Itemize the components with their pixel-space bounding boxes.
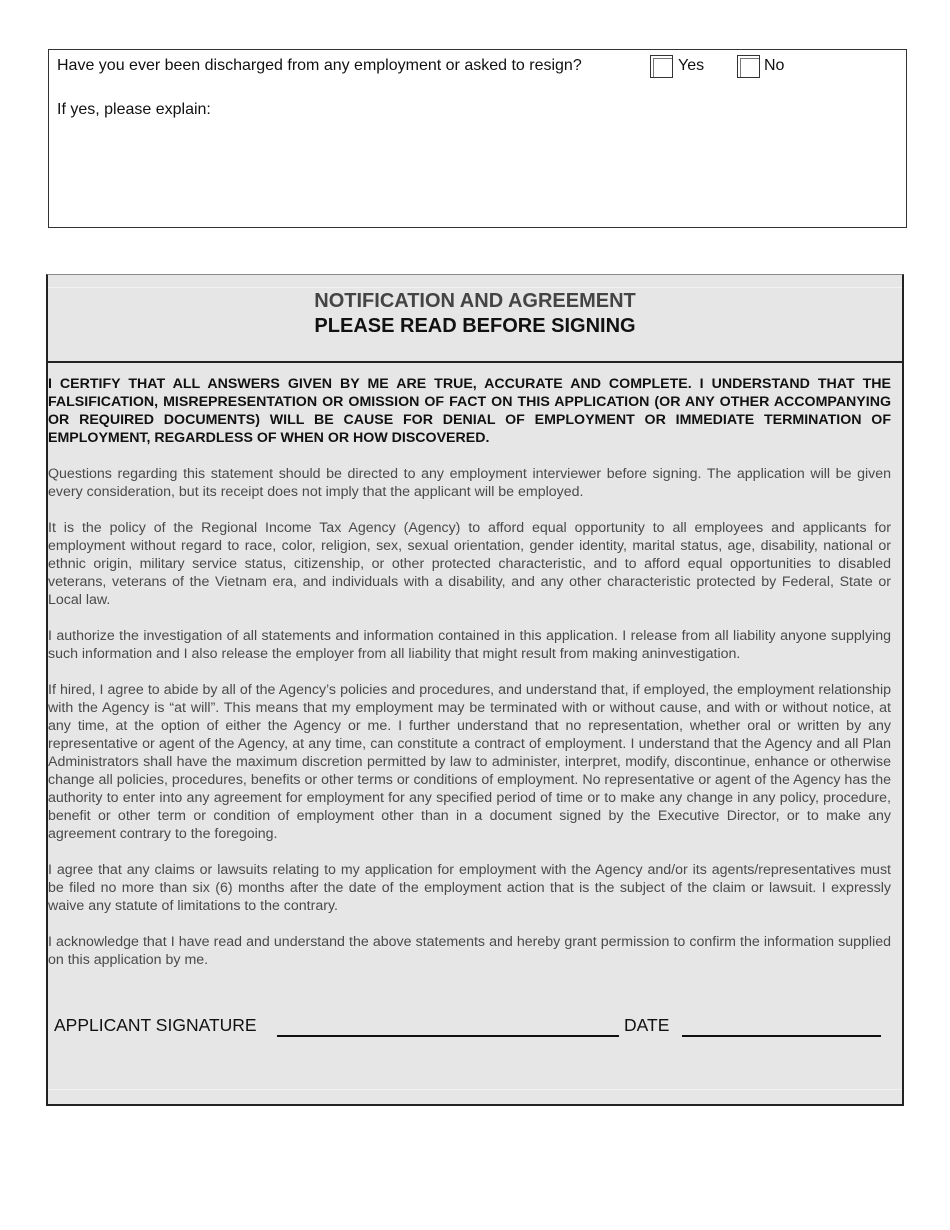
yes-checkbox[interactable] — [650, 55, 673, 78]
agreement-paragraph-authorization: I authorize the investigation of all statements and information contained in this application. I release from all liability anyone supplying such information and I also release the employer from all liability that might result from making aninvestigation. — [48, 628, 891, 662]
discharge-question-text: Have you ever been discharged from any employment or asked to resign? — [57, 57, 582, 74]
certification-statement: I CERTIFY THAT ALL ANSWERS GIVEN BY ME ARE TRUE, ACCURATE AND COMPLETE. I UNDERSTAND THAT THE FALSIFICATION, MISREPRESENTATION OR OMISSION OF FACT ON THIS APPLICATION (OR ANY OTHER ACCOMPANYING OR REQUIRED DOCUMENTS) WILL BE CAUSE FOR DENIAL OF EMPLOYMENT OR IMMEDIATE TERMINATION OF EMPLOYMENT, REGARDLESS OF WHEN OR HOW DISCOVERED. — [48, 376, 891, 446]
applicant-signature-field[interactable] — [277, 1013, 619, 1037]
agreement-title: NOTIFICATION AND AGREEMENT — [314, 290, 636, 312]
no-checkbox[interactable] — [737, 55, 760, 78]
notification-agreement-box — [46, 274, 904, 1106]
agreement-paragraph-claims: I agree that any claims or lawsuits relating to my application for employment with the Agency and/or its agents/representatives must be filed no more than six (6) months after the date of the employment action that is the subject of the claim or lawsuit. I expressly waive any statute of limitations to the contrary. — [48, 862, 891, 914]
footer-divider — [48, 1089, 902, 1090]
discharge-question-box — [48, 49, 907, 228]
agreement-paragraph-questions: Questions regarding this statement should be directed to any employment interviewer before signing. The application will be given every consideration, but its receipt does not imply that the applicant will be employed. — [48, 466, 891, 500]
explain-label: If yes, please explain: — [57, 101, 211, 118]
agreement-paragraph-acknowledge: I acknowledge that I have read and understand the above statements and hereby grant permission to confirm the information supplied on this application by me. — [48, 934, 891, 968]
agreement-paragraph-equal-opportunity: It is the policy of the Regional Income Tax Agency (Agency) to afford equal opportunity to all employees and applicants for employment without regard to race, color, religion, sex, sexual orientation, gender identity, marital status, age, disability, national or ethnic origin, military service status, citizenship, or other protected characteristic, and to afford equal opportunities to disabled veterans, veterans of the Vietnam era, and individuals with a disability, and any other characteristic protected by Federal, State or Local law. — [48, 520, 891, 608]
agreement-header — [48, 275, 902, 363]
explain-textarea[interactable] — [57, 126, 901, 225]
applicant-signature-label: APPLICANT SIGNATURE — [54, 1015, 257, 1035]
date-label: DATE — [624, 1015, 670, 1035]
no-label: No — [764, 57, 785, 74]
yes-label: Yes — [678, 57, 705, 74]
agreement-body — [48, 375, 891, 987]
agreement-paragraph-at-will: If hired, I agree to abide by all of the Agency’s policies and procedures, and understand that, if employed, the employment relationship with the Agency is “at will”. This means that my employment may be terminated with or without cause, and with or without notice, at any time, at the option of either the Agency or me. I further understand that no representation, whether oral or written by any representative or agent of the Agency, at any time, can constitute a contract of employment. I understand that the Agency and all Plan Administrators shall have the maximum discretion permitted by law to administer, interpret, modify, discontinue, enhance or otherwise change all policies, procedures, benefits or other terms or conditions of employment. No representative or agent of the Agency has the authority to enter into any agreement for employment for any specified period of time or to make any change in any policy, procedure, benefit or other term or condition of employment other than in a document signed by the Executive Director, or to make any agreement contrary to the foregoing. — [48, 682, 891, 842]
date-field[interactable] — [682, 1013, 881, 1037]
signature-row — [54, 1013, 894, 1039]
agreement-subtitle: PLEASE READ BEFORE SIGNING — [314, 315, 636, 337]
